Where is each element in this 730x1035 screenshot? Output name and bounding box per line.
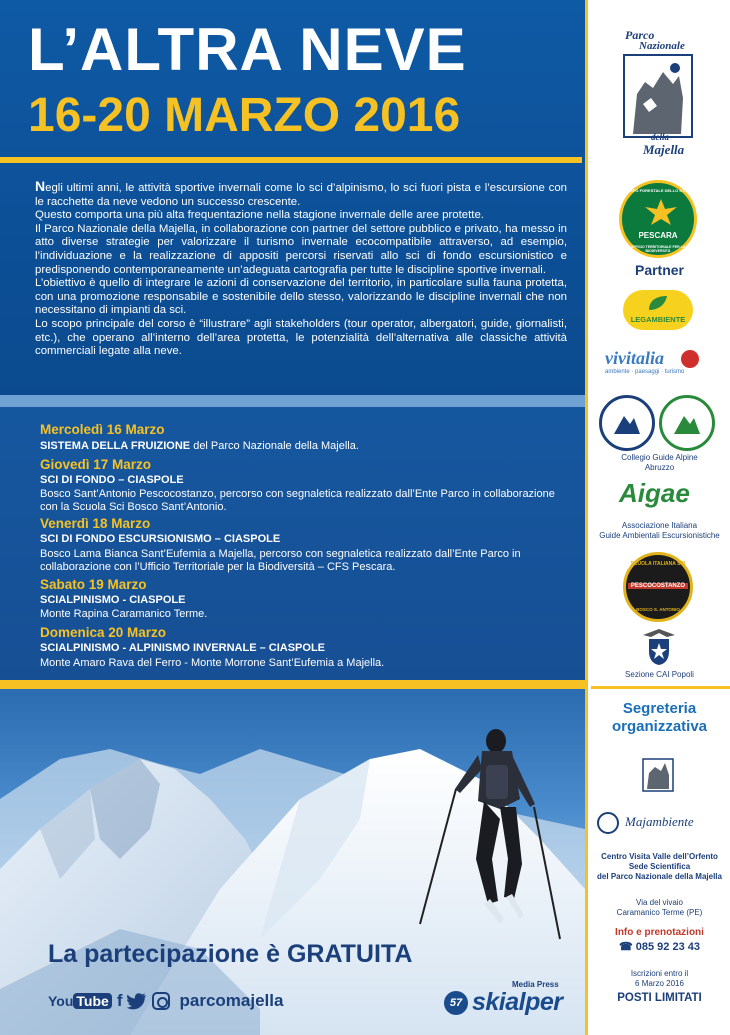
dropcap: N [35,178,46,194]
vivitalia-flower-icon [681,350,699,368]
centro-visita-address: Centro Visita Valle dell’Orfento Sede Scientifica del Parco Nazionale della Majella [597,852,722,881]
scuola-sci-mid: PESCOCOSTANZO [628,583,688,589]
intro-paragraph-2: Questo comporta una più alta frequentazione nella stagione invernale delle aree protette. [35,209,484,222]
majambiente-emblem-icon [597,812,619,834]
scuola-sci-badge [623,552,693,622]
guide-alpine-label: Collegio Guide Alpine Abruzzo [621,453,698,472]
vivaio-address: Via del vivaio Caramanico Terme (PE) [616,898,703,917]
segreteria-line1: Segreteria [622,700,697,717]
program-panel [0,407,585,680]
segreteria-line2: organizzativa [611,718,708,735]
legambiente-badge [623,290,693,330]
social-handle[interactable]: parcomajella [179,991,284,1010]
day-heading: Giovedì 17 Marzo [40,457,152,472]
day-heading: Venerdì 18 Marzo [40,516,151,531]
event-title: SISTEMA DELLA FRUIZIONE [40,440,191,452]
twitter-icon[interactable] [127,992,147,1010]
event-title [40,594,570,607]
eagle-icon [643,197,679,227]
limited-places: POSTI LIMITATI [617,992,702,1004]
event-title-text: SCI DI FONDO ESCURSIONISMO – CIASPOLE [40,533,281,545]
vivitalia-tagline: ambiente · paesaggi · turismo [605,369,685,375]
skialper-mark: 57 [444,991,468,1015]
cfs-ring-top: CORPO FORESTALE DELLO STATO [623,188,693,193]
partner-heading: Partner [634,262,685,278]
guide-badge-1 [599,395,655,451]
skialper-logo [444,988,563,1017]
event-title [40,474,570,487]
youtube-icon[interactable] [48,993,112,1009]
ski-mountaineer-photo [0,689,585,1035]
event-title-text: SCIALPINISMO - CIASPOLE [40,594,186,606]
cai-logo [639,625,679,667]
mountain-badge-icon [612,410,642,436]
scuola-sci-logo [623,552,693,622]
intro-paragraph-1: egli ultimi anni, le attività sportive invernali come lo sci d’alpinismo, lo sci fuori pista e l’escursione con le racchette da neve vedono un successo crescente. [35,182,567,208]
day-event [40,440,570,453]
media-press-label: Media Press [512,980,559,989]
event-detail: Monte Rapina Caramanico Terme. [40,608,208,620]
intro-paragraph-5: Lo scopo principale del corso è “illustrare” agli stakeholders (tour operator, albergatori, guide, giornalisti, etc.), che operano all’interno dell’area protetta, le potenzialità dell’alternativa alle classiche attività commerciali legate alla neve. [35,317,567,358]
aigae-logo [619,478,699,518]
phone-icon: ☎ [619,941,636,953]
header-panel [0,0,585,410]
event-detail: Monte Amaro Rava del Ferro - Monte Morrone Sant’Eufemia a Majella. [40,657,385,669]
parco-majella-logo [621,28,695,160]
intro-text [35,180,567,359]
free-participation-note: La partecipazione è GRATUITA [48,940,413,968]
event-title-text: SCIALPINISMO - ALPINISMO INVERNALE – CIASPOLE [40,642,326,654]
intro-paragraph [35,180,567,209]
event-detail: Bosco Lama Bianca Sant’Eufemia a Majella, percorso con segnaletica realizzato dall’Ente Parco in collaborazione con l’Ufficio Territoriale per la Biodiversità – CFS Pescara. [40,548,521,573]
cfs-name: PESCARA [638,231,678,240]
day-heading: Domenica 20 Marzo [40,625,167,640]
info-heading: Info e prenotazioni [615,927,704,938]
guide-alpine-logos [599,395,717,451]
parco-logo-line4: Majella [643,142,685,157]
event-dates: 16-20 MARZO 2016 [28,89,461,142]
aigae-name: Aigae [619,478,690,508]
day-heading: Mercoledì 16 Marzo [40,422,165,437]
youtube-you: You [48,993,74,1009]
vivitalia-logo [605,348,715,382]
vivitalia-name: vivitalia [605,348,664,368]
youtube-tube: Tube [73,993,111,1009]
social-links [48,988,283,1014]
majambiente-name: Majambiente [625,814,694,829]
wolf-icon [623,54,693,138]
mountain-illustration [0,689,585,1035]
sidebar-divider [585,0,588,1035]
day-heading: Sabato 19 Marzo [40,577,147,592]
cai-label: Sezione CAI Popoli [625,670,694,679]
poster-title: L’ALTRA NEVE [28,16,467,83]
guide-badge-2 [659,395,715,451]
scuola-sci-bottom: BOSCO S. ANTONIO [636,607,680,612]
majambiente-logo [597,810,725,840]
divider-band [0,395,585,407]
yellow-band [0,680,585,689]
legambiente-logo [623,290,693,330]
sidebar [585,0,730,1035]
event-title [40,533,570,546]
phone-number[interactable] [591,940,728,953]
cfs-badge [619,180,697,258]
mountain-badge-icon [672,410,702,436]
cai-eagle-icon [639,625,679,667]
aigae-label: Associazione Italiana Guide Ambientali Escursionistiche [599,521,720,540]
skialper-name: skialper [472,988,563,1016]
parco-majella-small-logo [637,745,679,803]
segreteria-divider [591,686,730,689]
event-note: del Parco Nazionale della Majella. [190,440,359,452]
parco-logo-line3: della [651,132,669,142]
cfs-pescara-logo [619,180,697,258]
parco-logo-line1: Parco [625,28,655,42]
registration-deadline: Iscrizioni entro il 6 Marzo 2016 [630,969,689,988]
instagram-icon[interactable] [152,992,170,1010]
phone-text: 085 92 23 43 [635,941,700,953]
cfs-ring-bottom: UFFICIO TERRITORIALE PER LA BIODIVERSITÀ [630,245,686,253]
wolf-small-icon [637,745,679,803]
title-divider [0,157,582,163]
event-title [40,642,570,655]
event-title-text: SCI DI FONDO – CIASPOLE [40,474,184,486]
facebook-icon[interactable]: f [116,991,123,1010]
segreteria-heading [591,700,728,736]
scuola-sci-top: SCUOLA ITALIANA SCI [630,561,686,567]
intro-paragraph-4: L’obiettivo è quello di integrare le azioni di conservazione del territorio, in particolare sulla fauna protetta, con una promozione responsabile e sostenibile dello stesso, valorizzando le discipline invernali che non necessitano di impianti da sci. [35,277,567,317]
leaf-icon [647,294,669,312]
event-detail: Bosco Sant’Antonio Pescocostanzo, percorso con segnaletica realizzato dall’Ente Parco in collaborazione con la Scuola Sci Bosco Sant’Antonio. [40,488,555,513]
parco-logo-line2: Nazionale [639,40,685,52]
legambiente-name: LEGAMBIENTE [630,315,686,324]
intro-paragraph-3: Il Parco Nazionale della Majella, in collaborazione con partner del settore pubblico e privato, ha messo in atto diverse strategie per valorizzare il turismo invernale ecocompatibile attraverso, ad esempio, l’individuazione e la realizzazione di appositi percorsi riservati allo sci di fondo escursionistico e predisponendo contemporaneamente un’adeguata cartografia per tutte le discipline sportive invernali. [35,222,567,276]
